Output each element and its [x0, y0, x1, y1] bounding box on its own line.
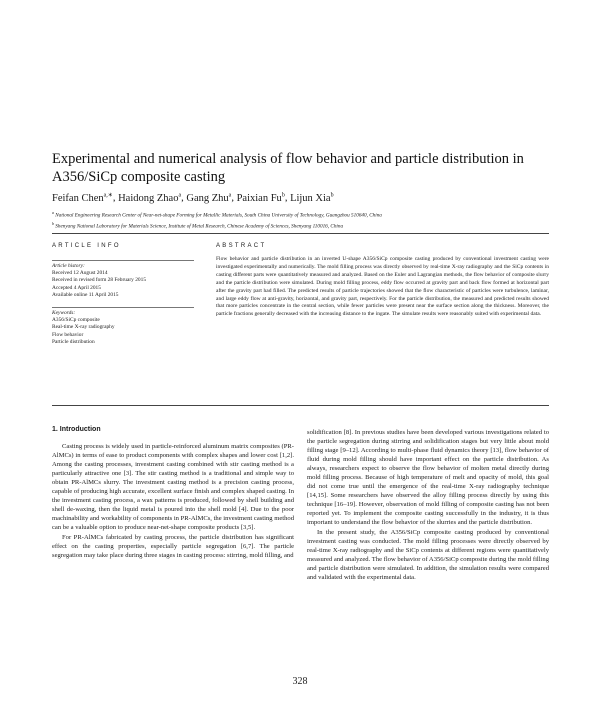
- abstract-rule: [52, 405, 549, 406]
- keywords-label: Keywords:: [52, 310, 76, 317]
- paragraph: Casting process is widely used in particle-reinforced aluminum matrix composites (PR-AlMCs) in terms of ease to product components with complex shapes and lower cost [1,2]. Among the casting processes, investment casting combined with stir casting method is a particularly attractive one [3]. The stir casting method is a traditional and simple way to obtain PR-AlMCs slurry. The investment casting method is a precision casting process, capable of producing high accurate, excellent surface finish and complex shaped casting. In the investment casting process, a wax patterns is produced, followed by shell building and shell de-waxing, then the liquid metal is poured into the shell mold [4]. Due to the poor machinability and workability of components in PR-AlMCs, the investment casting method can be a valuable option to produce near-net-shape composite products [3,5].: [52, 443, 294, 532]
- divider: [52, 260, 194, 261]
- article-title: Experimental and numerical analysis of flow behavior and particle distribution in A356/SiCp composite casting: [52, 151, 524, 185]
- affiliation: $^a$ National Engineering Research Center of Near-net-shape Forming for Metallic Materials, South China University of Technology, Guangzhou 510640, China: [52, 210, 382, 219]
- history-item: Received in revised form 28 February 2015: [52, 277, 147, 284]
- affiliations: [52, 209, 552, 231]
- author-list: Feifan Chen$^{a,∗}$, Haidong Zhao$^a$, Gang Zhu$^a$, Paixian Fu$^b$, Lijun Xia$^b$: [52, 192, 334, 204]
- history-item: Received 12 August 2014: [52, 270, 108, 277]
- history-label: Article history:: [52, 263, 85, 269]
- keyword: Flow behavior: [52, 331, 84, 338]
- paragraph: In the present study, the A356/SiCp composite casting produced by conventional investment casting was conducted. The mold filling processes were directly observed by real-time X-ray radiography and the SiCp contents at different regions were quantitatively measured and analyzed. The flow behavior of A356/SiCp composite during the mold filling and particle distribution were simulated. In addition, the simulation results were compared and validated with the experimental data.: [307, 528, 549, 581]
- keyword: A356/SiCp composite: [52, 317, 100, 324]
- keyword: Particle distribution: [52, 338, 95, 345]
- author: Haidong Zhao$^a$: [118, 192, 182, 204]
- history-item: Accepted 4 April 2015: [52, 284, 101, 291]
- history-item: Available online 11 April 2015: [52, 291, 119, 298]
- section-heading: 1. Introduction: [52, 426, 101, 433]
- author: Gang Zhu$^a$: [186, 192, 232, 204]
- abstract-heading: ABSTRACT: [216, 243, 267, 249]
- article-info: [52, 258, 194, 346]
- body-column-left: [52, 425, 294, 560]
- keyword: Real-time X-ray radiography: [52, 324, 115, 331]
- author: Feifan Chen$^{a,∗}$: [52, 192, 113, 204]
- affiliation: $^b$ Shenyang National Laboratory for Materials Science, Institute of Metal Research, Chinese Academy of Sciences, Shenyang 110016, China: [52, 221, 344, 230]
- author: Paixian Fu$^b$: [236, 192, 285, 204]
- author: Lijun Xia$^b$: [290, 192, 334, 204]
- page-number: 328: [292, 676, 308, 687]
- header-rule: [52, 233, 549, 234]
- paragraph: For PR-AlMCs fabricated by casting process, the particle distribution has significant effect on the casting properties, especially particle segregation [6,7]. The particle segregation may take place during three stages in casting process: stirring, mold filling, and: [52, 533, 294, 559]
- divider: [52, 307, 194, 308]
- article-info-heading: ARTICLE INFO: [52, 243, 121, 249]
- abstract-text: Flow behavior and particle distribution in an inverted U-shape A356/SiCp composite casting produced by conventional investment casting were investigated experimentally and numerically. The mold filling process was directly observed by real-time X-ray radiography and the SiCp contents in casting different parts were quantitatively measured and analyzed. Based on the Euler and Lagrangian methods, the flow behavior of composite slurry and the particle distribution were simulated. During mold filling process, eddy flow occurred at gravity part and back flow formed at horizontal part after the gravity part had filled. The predicted results of particle trajectories showed that the flow characteristic of particles were turbulence, laminar, and large eddy flow at anti-gravity, horizontal, and gravity part, respectively. For the particle distribution, the measured and predicted results showed that more particles concentrate in the central section, while fewer particles were present near the surface section along the thickness. Moreover, the particle fractions generally decreased with the increasing distance to the ingate. The simulate results were reasonably suited with experimental data.: [216, 256, 549, 318]
- paragraph: solidification [8]. In previous studies have been developed various investigations related to the particle segregation during stirring and solidification stages but very little about mold filling stage [9–12]. According to multi-phase fluid dynamics theory [13], flow behavior of fluid during mold filling should have important effect on the particle distribution. As always, researchers expect to observe the flow behavior of molten metal directly during mold filling process. Because of high temperature of melt and opacity of mold, this goal did not come true until the emergence of the real-time X-ray radiography technique [14,15]. Some researchers have observed the alloy filling process directly by using this technique [16–19]. However, observation of mold filling of composite casting has not been reported yet. To implement the composite casting successfully in the industry, it is thus important to understand the flow behavior of the slurries and the particle distribution.: [307, 429, 549, 527]
- body-column-right: [307, 428, 549, 582]
